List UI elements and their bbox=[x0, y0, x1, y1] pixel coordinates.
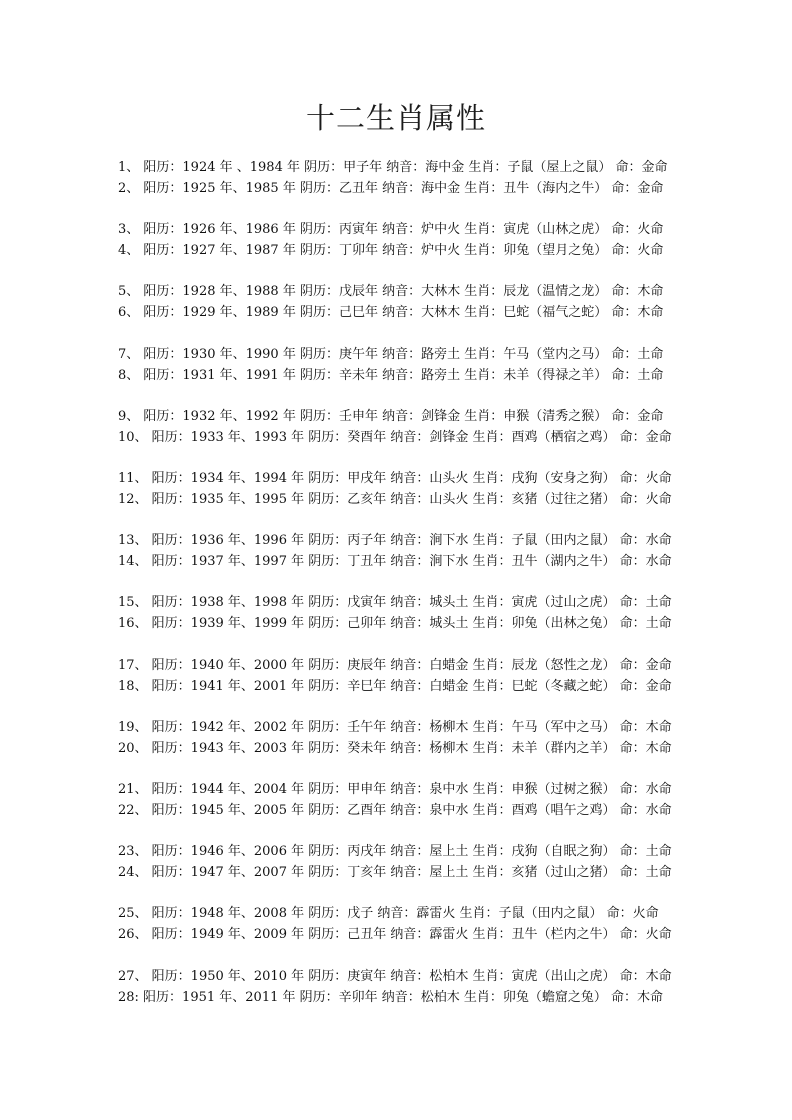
list-item: 5、 阳历：1928 年、1988 年 阴历：戊辰年 纳音：大林木 生肖：辰龙（温情之龙） 命：木命 bbox=[118, 284, 664, 300]
list-item: 3、 阳历：1926 年、1986 年 阴历：丙寅年 纳音：炉中火 生肖：寅虎（山林之虎） 命：火命 bbox=[118, 222, 664, 238]
list-item: 7、 阳历：1930 年、1990 年 阴历：庚午年 纳音：路旁土 生肖：午马（堂内之马） 命：土命 bbox=[118, 346, 664, 362]
list-item: 21、 阳历：1944 年、2004 年 阴历：甲申年 纳音：泉中水 生肖：申猴（过树之猴） 命：水命 bbox=[118, 782, 672, 797]
list-item: 9、 阳历：1932 年、1992 年 阴历：壬申年 纳音：剑锋金 生肖：申猴（清秀之猴） 命：金命 bbox=[118, 408, 664, 424]
list-item: 8、 阳历：1931 年、1991 年 阴历：辛未年 纳音：路旁土 生肖：未羊（得禄之羊） 命：土命 bbox=[118, 367, 664, 383]
list-item: 12、 阳历：1935 年、1995 年 阴历：乙亥年 纳音：山头火 生肖：亥猪（过往之猪） 命：火命 bbox=[118, 492, 672, 507]
list-item: 1、 阳历：1924 年 、1984 年 阴历：甲子年 纳音：海中金 生肖：子鼠（屋上之鼠） 命：金命 bbox=[118, 160, 668, 175]
list-item: 4、 阳历：1927 年、1987 年 阴历：丁卯年 纳音：炉中火 生肖：卯兔（望月之兔） 命：火命 bbox=[118, 243, 664, 259]
list-item: 25、 阳历：1948 年、2008 年 阴历：戊子 纳音：霹雷火 生肖：子鼠（田内之鼠） 命：火命 bbox=[118, 906, 659, 922]
list-item: 16、 阳历：1939 年、1999 年 阴历：己卯年 纳音：城头土 生肖：卯兔（出林之兔） 命：土命 bbox=[118, 616, 672, 632]
list-item: 24、 阳历：1947 年、2007 年 阴历：丁亥年 纳音：屋上土 生肖：亥猪（过山之猪） 命：土命 bbox=[118, 865, 672, 881]
list-item: 22、 阳历：1945 年、2005 年 阴历：乙酉年 纳音：泉中水 生肖：酉鸡（唱午之鸡） 命：水命 bbox=[118, 803, 672, 818]
list-item: 6、 阳历：1929 年、1989 年 阴历：己巳年 纳音：大林木 生肖：巳蛇（福气之蛇） 命：木命 bbox=[118, 305, 664, 321]
list-item: 19、 阳历：1942 年、2002 年 阴历：壬午年 纳音：杨柳木 生肖：午马（军中之马） 命：木命 bbox=[118, 719, 672, 735]
list-item: 14、 阳历：1937 年、1997 年 阴历：丁丑年 纳音：涧下水 生肖：丑牛（湖内之牛） 命：水命 bbox=[118, 554, 672, 570]
list-item: 11、 阳历：1934 年、1994 年 阴历：甲戌年 纳音：山头火 生肖：戌狗（安身之狗） 命：火命 bbox=[118, 471, 672, 486]
list-item: 2、 阳历：1925 年、1985 年 阴历：乙丑年 纳音：海中金 生肖：丑牛（海内之牛） 命：金命 bbox=[118, 181, 664, 196]
list-item: 26、 阳历：1949 年、2009 年 阴历：己丑年 纳音：霹雷火 生肖：丑牛（栏内之牛） 命：火命 bbox=[118, 927, 672, 943]
list-item: 15、 阳历：1938 年、1998 年 阴历：戊寅年 纳音：城头土 生肖：寅虎（过山之虎） 命：土命 bbox=[118, 595, 672, 611]
list-item: 17、 阳历：1940 年、2000 年 阴历：庚辰年 纳音：白蜡金 生肖：辰龙（怒性之龙） 命：金命 bbox=[118, 657, 672, 673]
list-item: 27、 阳历：1950 年、2010 年 阴历：庚寅年 纳音：松柏木 生肖：寅虎（出山之虎） 命：木命 bbox=[118, 968, 672, 984]
list-item: 23、 阳历：1946 年、2006 年 阴历：丙戌年 纳音：屋上土 生肖：戌狗（自眠之狗） 命：土命 bbox=[118, 844, 672, 860]
page-title: 十二生肖属性 bbox=[305, 101, 486, 135]
list-item: 28: 阳历：1951 年、2011 年 阴历：辛卯年 纳音：松柏木 生肖：卯兔（蟾窟之兔） 命：木命 bbox=[118, 989, 664, 1005]
list-item: 20、 阳历：1943 年、2003 年 阴历：癸未年 纳音：杨柳木 生肖：未羊（群内之羊） 命：木命 bbox=[118, 740, 672, 756]
list-item: 13、 阳历：1936 年、1996 年 阴历：丙子年 纳音：涧下水 生肖：子鼠（田内之鼠） 命：水命 bbox=[118, 533, 672, 549]
list-item: 18、 阳历：1941 年、2001 年 阴历：辛巳年 纳音：白蜡金 生肖：巳蛇（冬藏之蛇） 命：金命 bbox=[118, 678, 672, 694]
list-item: 10、 阳历：1933 年、1993 年 阴历：癸酉年 纳音：剑锋金 生肖：酉鸡（栖宿之鸡） 命：金命 bbox=[118, 429, 672, 445]
